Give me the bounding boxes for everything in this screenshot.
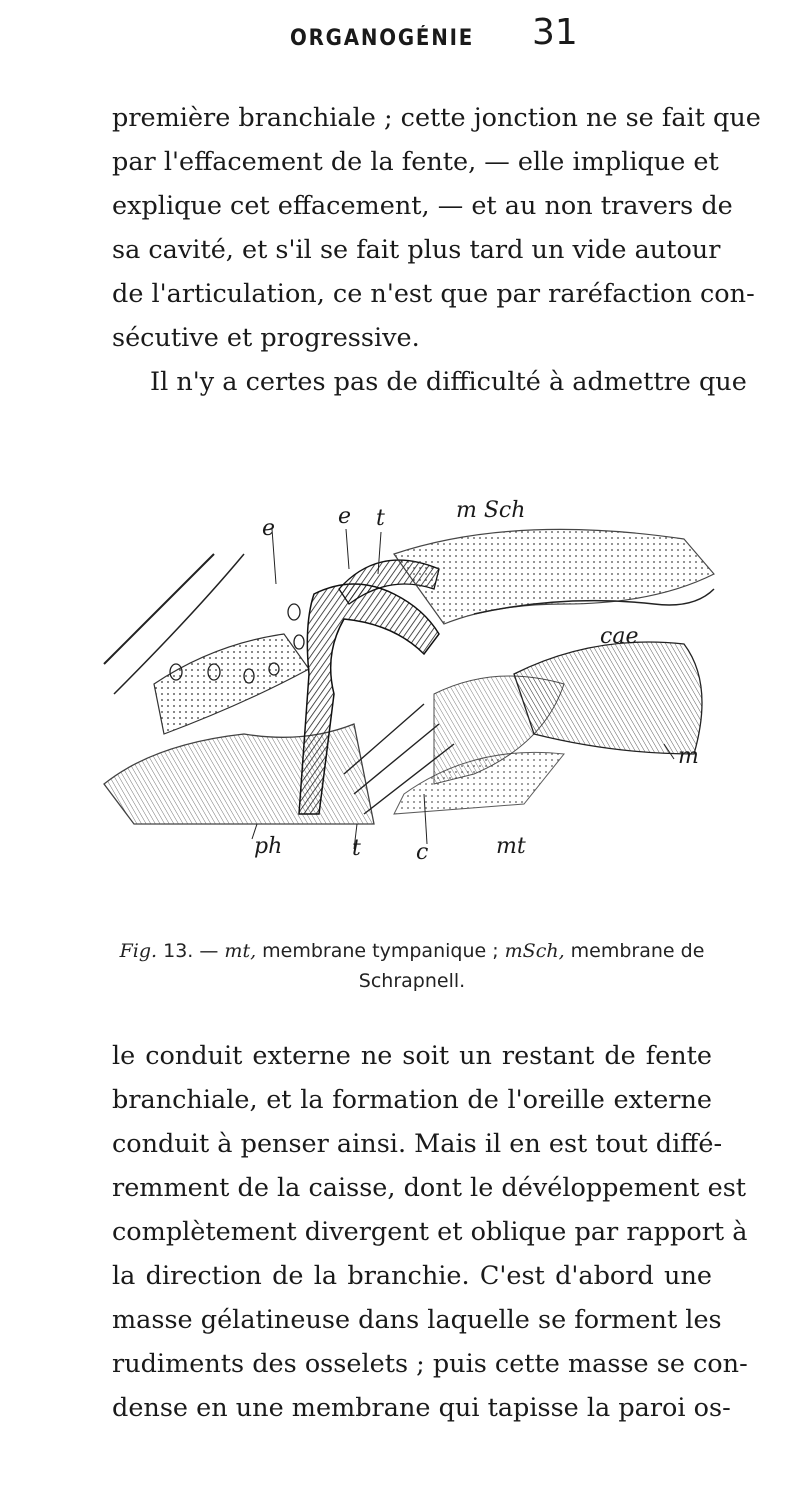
- label-e: e: [338, 504, 352, 529]
- label-t: t: [352, 836, 361, 861]
- caption-abbr-msch: mSch,: [504, 940, 565, 962]
- caption-text-mt: membrane tympanique ;: [256, 940, 505, 962]
- figure-ear-section: [94, 494, 734, 874]
- text-line: conduit à penser ainsi. Mais il en est tout diffé-: [112, 1129, 723, 1159]
- label-e: e: [262, 516, 276, 541]
- label-m: m: [678, 744, 699, 769]
- label-ph: ph: [254, 834, 283, 859]
- text-line: branchiale, et la formation de l'oreille externe: [112, 1085, 712, 1115]
- label-mt: mt: [496, 834, 526, 859]
- text-line: dense en une membrane qui tapisse la paroi os-: [112, 1393, 731, 1423]
- figure-caption: [112, 936, 712, 996]
- caption-text-msch: membrane de Schrapnell.: [358, 940, 705, 992]
- text-line: remment de la caisse, dont le dévéloppement est: [112, 1173, 747, 1203]
- text-line: première branchiale ; cette jonction ne se fait que: [112, 103, 761, 133]
- text-line: la direction de la branchie. C'est d'abord une: [112, 1261, 712, 1291]
- ear-section-drawing: [94, 494, 734, 874]
- running-title: ORGANOGÉNIE: [290, 26, 475, 51]
- paragraph-bottom: [112, 1034, 748, 1430]
- label-t: t: [376, 506, 385, 531]
- text-line: le conduit externe ne soit un restant de fente: [112, 1041, 712, 1071]
- page-number: 31: [532, 12, 578, 53]
- page-header: [0, 6, 800, 56]
- cell: [288, 604, 300, 620]
- text-line: sécutive et progressive.: [112, 323, 420, 353]
- text-line: de l'articulation, ce n'est que par raréfaction con-: [112, 279, 755, 309]
- label-c: c: [416, 840, 429, 865]
- text-line: explique cet effacement, — et au non travers de: [112, 191, 733, 221]
- paragraph-top: [112, 96, 761, 404]
- caption-prefix: Fig.: [119, 940, 158, 962]
- text-line: complètement divergent et oblique par rapport à: [112, 1217, 748, 1247]
- text-line: masse gélatineuse dans laquelle se forment les: [112, 1305, 722, 1335]
- text-line: par l'effacement de la fente, — elle implique et: [112, 147, 719, 177]
- label-cae: cae: [600, 624, 639, 649]
- label-msch: m Sch: [456, 498, 526, 523]
- text-line: sa cavité, et s'il se fait plus tard un vide autour: [112, 235, 721, 265]
- leader-line: [346, 529, 349, 569]
- caption-dash: —: [193, 940, 225, 962]
- caption-number: 13.: [163, 940, 194, 962]
- lower-right-stipple: [394, 752, 564, 814]
- text-line: rudiments des osselets ; puis cette masse se con-: [112, 1349, 748, 1379]
- canal-region: [154, 634, 309, 734]
- caption-abbr-mt: mt,: [224, 940, 257, 962]
- ossicle-band: [299, 584, 439, 814]
- membrane-region: [394, 529, 714, 624]
- lower-left-region: [104, 724, 374, 824]
- cell: [294, 635, 304, 649]
- text-line: Il n'y a certes pas de difficulté à admettre que: [150, 367, 747, 397]
